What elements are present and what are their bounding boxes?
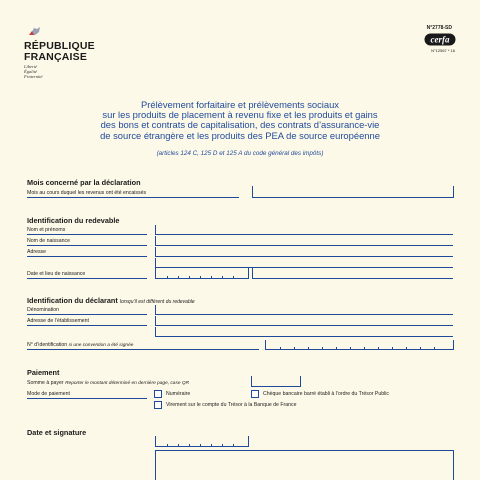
- nom-naissance-input[interactable]: [155, 236, 453, 246]
- adresse-etablissement-underline: [27, 325, 147, 326]
- mois-input[interactable]: [252, 186, 454, 198]
- mode-paiement-label: Mode de paiement: [27, 391, 70, 397]
- svg-text:cerfa: cerfa: [430, 34, 450, 45]
- form-number: N°2778-SD: [426, 25, 452, 31]
- identification-underline: [27, 349, 259, 350]
- title-line-3: des bons et contrats de capitalisation, des contrats d’assurance-vie: [100, 119, 380, 131]
- mois-label-underline: [27, 197, 239, 198]
- mois-label: Mois au cours duquel les revenus ont été encaissés: [27, 190, 147, 196]
- motto-2: Égalité: [24, 69, 37, 74]
- identification-input[interactable]: [265, 340, 454, 350]
- somme-label: Somme à payer Reporter le montant déterminé en dernière page, case QR: [27, 380, 190, 386]
- denomination-label: Dénomination: [27, 307, 60, 313]
- adresse-label: Adresse: [27, 249, 47, 255]
- date-naissance-input[interactable]: [155, 268, 249, 279]
- title-line-1: Prélèvement forfaitaire et prélèvements sociaux: [140, 99, 339, 110]
- date-lieu-naissance-label: Date et lieu de naissance: [27, 271, 86, 277]
- denomination-underline: [27, 314, 147, 315]
- republic-line-2: FRANÇAISE: [24, 51, 88, 63]
- motto-3: Fraternité: [24, 74, 43, 79]
- nom-naissance-underline: [27, 245, 147, 246]
- section-signature-heading: Date et signature: [27, 428, 87, 437]
- denomination-input[interactable]: [155, 305, 453, 315]
- nom-prenoms-input[interactable]: [155, 225, 453, 235]
- nom-prenoms-label: Nom et prénoms: [27, 227, 66, 233]
- mode-paiement-underline: [27, 398, 147, 399]
- lieu-naissance-input[interactable]: [252, 268, 453, 279]
- section-declarant-heading: Identification du déclarant lorsqu’il est différent du redevable: [27, 296, 195, 305]
- form-title: [60, 100, 420, 141]
- date-signature-input[interactable]: [155, 436, 249, 447]
- section-paiement-heading: Paiement: [27, 368, 60, 377]
- adresse-input-1[interactable]: [155, 247, 453, 257]
- cheque-checkbox[interactable]: [251, 390, 259, 398]
- cerfa-number: N°12567 * 16: [431, 48, 455, 53]
- adresse-etablissement-input-1[interactable]: [155, 316, 453, 326]
- nom-naissance-label: Nom de naissance: [27, 238, 70, 244]
- adresse-etablissement-input-2[interactable]: [155, 327, 453, 337]
- title-line-2: sur les produits de placement à revenu fixe et les produits et gains: [102, 109, 378, 121]
- form-subtitle: (articles 124 C, 125 D et 125 A du code général des impôts): [156, 150, 324, 157]
- virement-checkbox[interactable]: [154, 401, 162, 409]
- republic-line-1: RÉPUBLIQUE: [24, 40, 95, 52]
- cerfa-logo: [424, 33, 456, 46]
- somme-input[interactable]: [251, 376, 301, 387]
- marianne-logo-icon: [28, 26, 42, 36]
- adresse-input-2[interactable]: [155, 258, 453, 268]
- numeraire-label: Numéraire: [166, 391, 191, 397]
- nom-prenoms-underline: [27, 234, 147, 235]
- identification-label: N° d’identification si une convention a été signée: [27, 342, 134, 348]
- adresse-underline: [27, 256, 147, 257]
- adresse-etablissement-label: Adresse de l’établissement: [27, 318, 89, 324]
- virement-label: Virement sur le compte du Trésor à la Banque de France: [166, 402, 297, 408]
- signature-box[interactable]: [155, 450, 454, 480]
- cheque-label: Chèque bancaire barré établi à l’ordre du Trésor Public: [263, 391, 390, 397]
- date-lieu-underline: [27, 278, 147, 279]
- numeraire-checkbox[interactable]: [154, 390, 162, 398]
- motto-1: Liberté: [24, 64, 37, 69]
- section-redevable-heading: Identification du redevable: [27, 216, 120, 225]
- section-mois-heading: Mois concerné par la déclaration: [27, 178, 141, 187]
- title-line-4: de source étrangère et les produits des PEA de source européenne: [100, 129, 380, 141]
